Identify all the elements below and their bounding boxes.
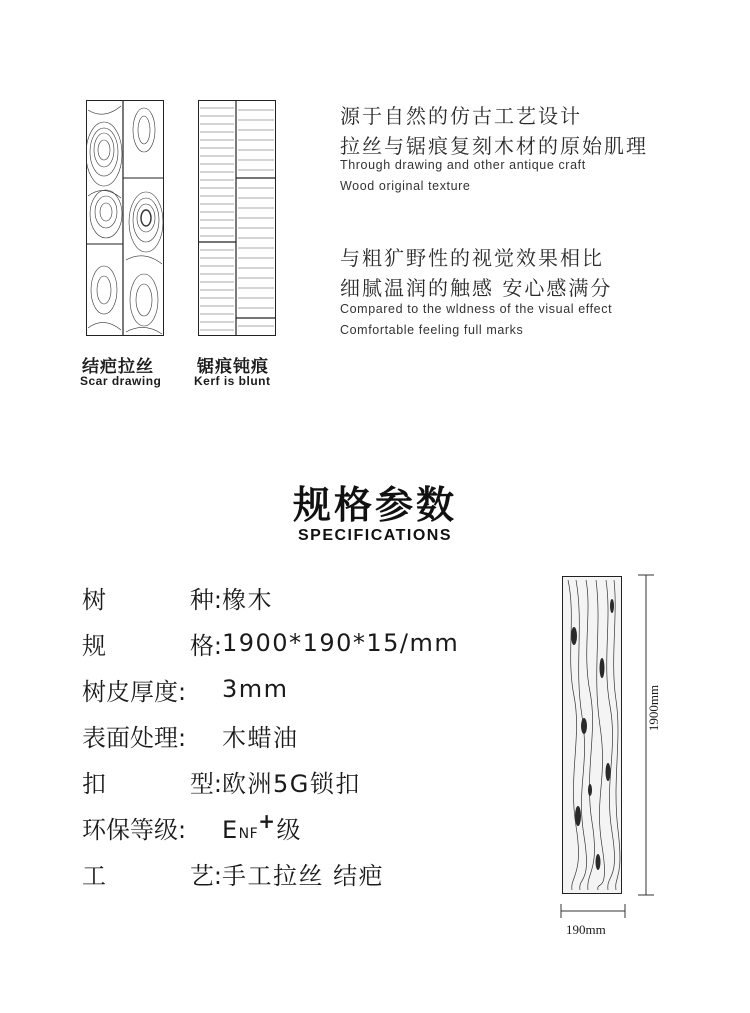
scar-drawing-caption-en: Scar drawing (80, 374, 162, 388)
intro2-en-line2: Comfortable feeling full marks (340, 323, 524, 337)
spec-value: 橡木 (222, 585, 273, 614)
spec-label: 环保等级: (82, 815, 187, 844)
length-dimension-label: 1900mm (646, 684, 661, 732)
spec-row-size (82, 626, 459, 660)
intro2-cn-line1: 与粗犷野性的视觉效果相比 (340, 246, 604, 270)
kerf-blunt-caption-cn: 锯痕钝痕 (197, 357, 269, 377)
width-dimension-label: 190mm (566, 922, 606, 937)
spec-label: 工 艺: (82, 861, 222, 890)
kerf-blunt-sample-image (198, 100, 276, 336)
spec-label: 树皮厚度: (82, 677, 187, 706)
spec-label: 树 种: (82, 585, 222, 614)
spec-label: 规 格: (82, 631, 222, 660)
intro1-cn-line1: 源于自然的仿古工艺设计 (340, 104, 582, 128)
spec-row-eco-grade (82, 810, 302, 844)
scar-drawing-caption-cn: 结疤拉丝 (82, 357, 154, 377)
spec-row-bark-thickness (82, 672, 289, 706)
spec-subtitle: SPECIFICATIONS (297, 527, 453, 544)
intro1-cn-line2: 拉丝与锯痕复刻木材的原始肌理 (340, 134, 648, 158)
spec-row-craft (82, 856, 384, 890)
floor-board-image (562, 576, 622, 894)
spec-label: 表面处理: (82, 723, 187, 752)
intro2-en-line1: Compared to the wldness of the visual effect (340, 302, 613, 316)
spec-value: 3mm (222, 675, 289, 703)
spec-label: 扣 型: (82, 769, 222, 798)
spec-value: ENF+级 (222, 808, 302, 844)
spec-row-lock-type (82, 764, 361, 798)
spec-value: 1900*190*15/mm (222, 629, 460, 657)
scar-drawing-sample-image (86, 100, 164, 336)
spec-value: 欧洲5G锁扣 (222, 769, 361, 798)
spec-row-species (82, 580, 273, 614)
spec-value: 手工拉丝 结疤 (222, 861, 385, 890)
kerf-blunt-caption-en: Kerf is blunt (194, 374, 271, 388)
spec-row-surface (82, 718, 299, 752)
spec-value: 木蜡油 (222, 723, 299, 752)
width-dimension-line (560, 902, 626, 920)
intro2-cn-line2: 细腻温润的触感 安心感满分 (340, 276, 613, 300)
intro1-en-line1: Through drawing and other antique craft (340, 158, 586, 172)
intro1-en-line2: Wood original texture (340, 179, 471, 193)
spec-title: 规格参数 (292, 483, 457, 527)
